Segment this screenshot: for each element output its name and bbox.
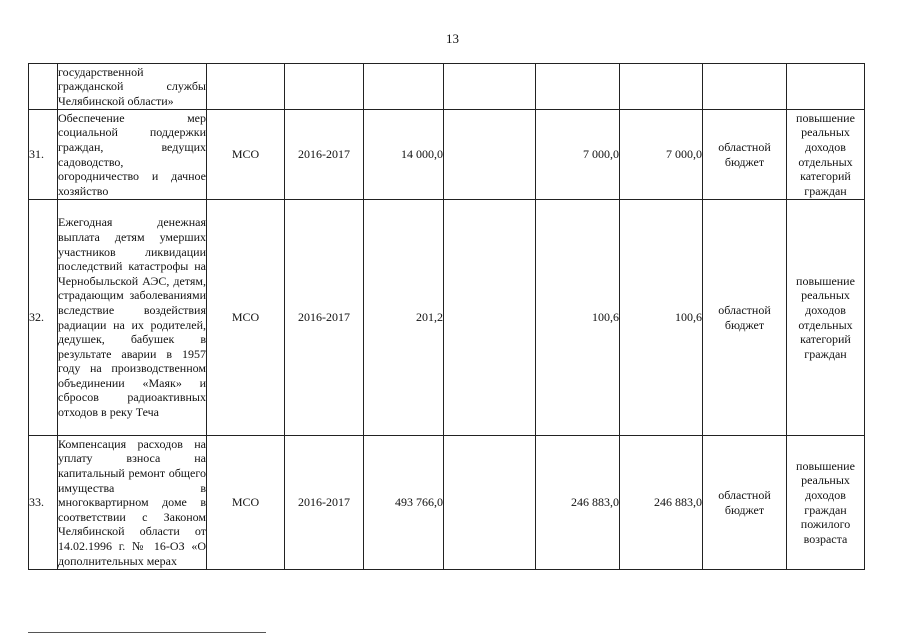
row-number [29,64,58,110]
measure-name: Обеспечение мер социальной поддержки граждан, ведущих садоводство, огородничество и дачное хозяйство [58,110,206,198]
page-number: 13 [446,31,459,46]
measure-name: Ежегодная денежная выплата детям умерших участников ликвидации последствий катастрофы на Чернобыльской АЭС, детям, страдающим заболеваниями вследствие воздействия радиации на их родителей, дедушек, бабушек в результате аварии в 1957 году на производственном объединении «Маяк» и сбросов радиоактивных отходов в реку Теча [58,200,207,436]
amount-cell [536,64,620,110]
amount-cell: 100,6 [536,200,620,436]
executor-cell: МСО [207,110,285,200]
measure-name: государственной гражданской службы Челябинской области» [58,64,206,108]
period-cell: 2016-2017 [285,436,364,570]
period-cell [285,64,364,110]
table-row [29,110,865,200]
amount-cell [620,64,703,110]
amount-cell [444,64,536,110]
period-cell: 2016-2017 [285,110,364,200]
row-number: 33. [29,436,58,570]
program-measures-table [28,63,865,570]
funding-source-cell: областной бюджет [703,110,787,200]
total-amount-cell [364,64,444,110]
total-amount-cell: 493 766,0 [364,436,444,570]
row-number: 31. [29,110,58,200]
funding-source-cell [703,64,787,110]
total-amount-cell: 14 000,0 [364,110,444,200]
table-row [29,64,865,110]
funding-source-cell: областной бюджет [703,200,787,436]
amount-cell: 100,6 [620,200,703,436]
amount-cell [444,110,536,200]
expected-result-cell: повышение реальных доходов отдельных категорий граждан [787,110,865,200]
expected-result-cell: повышение реальных доходов граждан пожилого возраста [787,436,865,570]
amount-cell: 246 883,0 [620,436,703,570]
expected-result-cell: повышение реальных доходов отдельных категорий граждан [787,200,865,436]
executor-cell: МСО [207,436,285,570]
amount-cell [444,200,536,436]
funding-source-cell: областной бюджет [703,436,787,570]
table-row [29,436,865,570]
period-cell: 2016-2017 [285,200,364,436]
executor-cell [207,64,285,110]
expected-result-cell [787,64,865,110]
amount-cell [444,436,536,570]
footer-divider [28,632,266,633]
amount-cell: 7 000,0 [536,110,620,200]
table-row [29,200,865,436]
total-amount-cell: 201,2 [364,200,444,436]
measure-name: Компенсация расходов на уплату взноса на капитальный ремонт общего имущества в многоквартирном доме в соответствии с Законом Челябинской области от 14.02.1996 г. № 16-ОЗ «О дополнительных мерах [58,436,206,568]
row-number: 32. [29,200,58,436]
executor-cell: МСО [207,200,285,436]
amount-cell: 7 000,0 [620,110,703,200]
amount-cell: 246 883,0 [536,436,620,570]
